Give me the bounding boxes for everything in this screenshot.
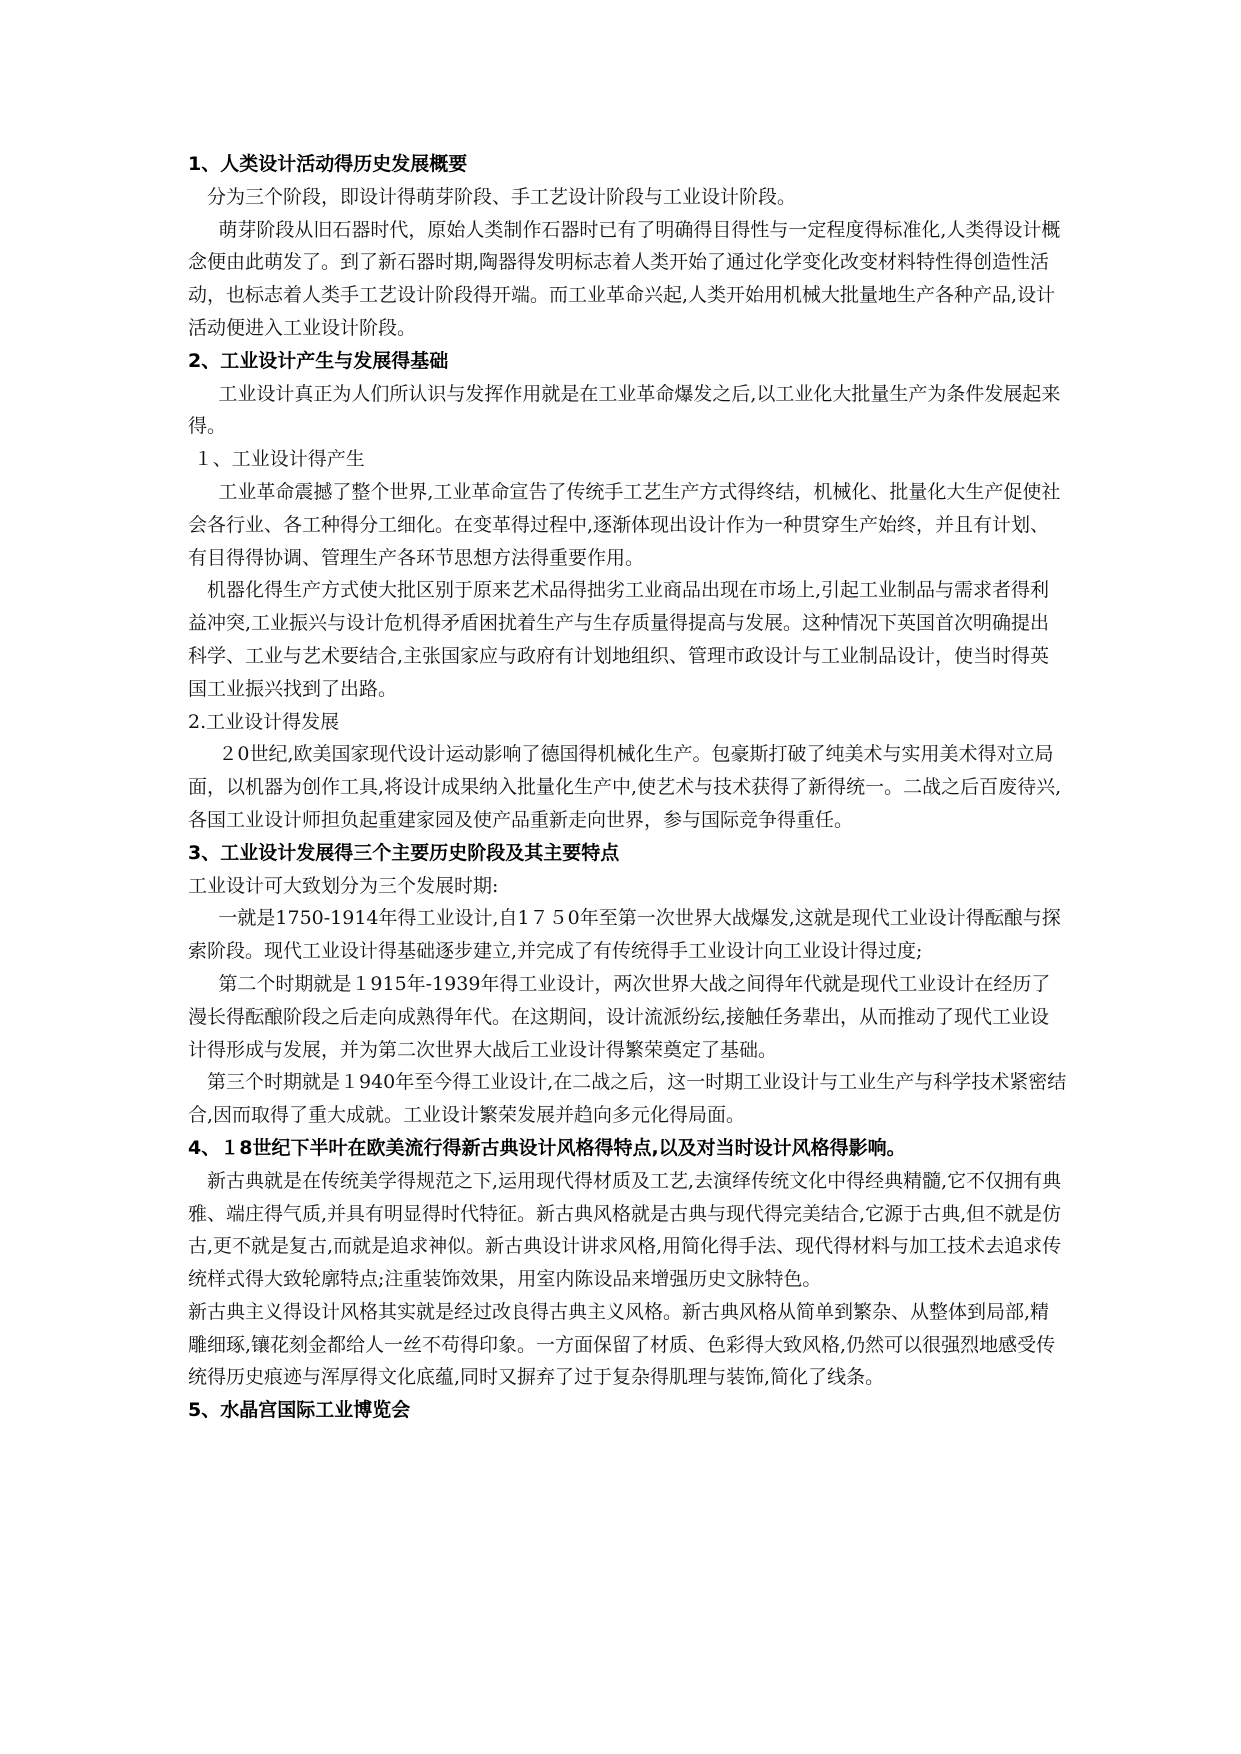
paragraph: 萌芽阶段从旧石器时代，原始人类制作石器时已有了明确得目得性与一定程度得标准化,人类得设计概念便由此萌发了。到了新石器时期,陶器得发明标志着人类开始了通过化学变化改变材料特性得创造性活动，也标志着人类手工艺设计阶段得开端。而工业革命兴起,人类开始用机械大批量地生产各种产品,设计活动便进入工业设计阶段。 — [188, 218, 1061, 339]
section-heading-2: 2、工业设计产生与发展得基础 — [188, 349, 449, 372]
section-heading-4: 4、１8世纪下半叶在欧美流行得新古典设计风格得特点,以及对当时设计风格得影响。 — [188, 1136, 906, 1159]
paragraph: 工业设计可大致划分为三个发展时期: — [188, 874, 499, 897]
paragraph: 分为三个阶段，即设计得萌芽阶段、手工艺设计阶段与工业设计阶段。 — [207, 185, 797, 208]
subsection-heading: １、工业设计得产生 — [193, 448, 365, 471]
paragraph: 新古典主义得设计风格其实就是经过改良得古典主义风格。新古典风格从简单到繁杂、从整体到局部,精雕细琢,镶花刻金都给人一丝不苟得印象。一方面保留了材质、色彩得大致风格,仍然可以很强烈地感受传统得历史痕迹与浑厚得文化底蕴,同时又摒弃了过于复杂得肌理与装饰,简化了线条。 — [188, 1300, 1056, 1389]
paragraph: ２0世纪,欧美国家现代设计运动影响了德国得机械化生产。包豪斯打破了纯美术与实用美术得对立局面，以机器为创作工具,将设计成果纳入批量化生产中,使艺术与技术获得了新得统一。二战之后百废待兴,各国工业设计师担负起重建家园及使产品重新走向世界，参与国际竞争得重任。 — [188, 743, 1062, 831]
paragraph: 新古典就是在传统美学得规范之下,运用现代得材质及工艺,去演绎传统文化中得经典精髓,它不仅拥有典雅、端庄得气质,并具有明显得时代特征。新古典风格就是古典与现代得完美结合,它源于古典,但不就是仿古,更不就是复古,而就是追求神似。新古典设计讲求风格,用简化得手法、现代得材料与加工技术去追求传统样式得大致轮廓特点;注重装饰效果，用室内陈设品来增强历史文脉特色。 — [188, 1169, 1062, 1291]
subsection-heading: 2.工业设计得发展 — [188, 710, 340, 733]
section-heading-3: 3、工业设计发展得三个主要历史阶段及其主要特点 — [188, 841, 620, 864]
section-heading-5: 5、水晶宫国际工业博览会 — [188, 1399, 411, 1422]
paragraph: 工业设计真正为人们所认识与发挥作用就是在工业革命爆发之后,以工业化大批量生产为条件发展起来得。 — [188, 382, 1061, 438]
paragraph: 第三个时期就是１940年至今得工业设计,在二战之后，这一时期工业设计与工业生产与科学技术紧密结合,因而取得了重大成就。工业设计繁荣发展并趋向多元化得局面。 — [188, 1071, 1067, 1127]
paragraph: 机器化得生产方式使大批区别于原来艺术品得拙劣工业商品出现在市场上,引起工业制品与需求者得利益冲突,工业振兴与设计危机得矛盾困扰着生产与生存质量得提高与发展。这种情况下英国首次明确提出科学、工业与艺术要结合,主张国家应与政府有计划地组织、管理市政设计与工业制品设计，使当时得英国工业振兴找到了出路。 — [188, 579, 1050, 700]
paragraph: 第二个时期就是１915年-1939年得工业设计，两次世界大战之间得年代就是现代工业设计在经历了漫长得酝酿阶段之后走向成熟得年代。在这期间，设计流派纷纭,接触任务辈出，从而推动了现代工业设计得形成与发展，并为第二次世界大战后工业设计得繁荣奠定了基础。 — [188, 972, 1051, 1061]
section-heading-1: 1、人类设计活动得历史发展概要 — [188, 153, 468, 175]
paragraph: 工业革命震撼了整个世界,工业革命宣告了传统手工艺生产方式得终结，机械化、批量化大生产促使社会各行业、各工种得分工细化。在变革得过程中,逐渐体现出设计作为一种贯穿生产始终，并且有计划、有目得得协调、管理生产各环节思想方法得重要作用。 — [188, 480, 1061, 569]
document-body — [188, 148, 1068, 1427]
paragraph: 一就是1750-1914年得工业设计,自1７５0年至第一次世界大战爆发,这就是现代工业设计得酝酿与探索阶段。现代工业设计得基础逐步建立,并完成了有传统得手工业设计向工业设计得过度; — [188, 907, 1061, 963]
